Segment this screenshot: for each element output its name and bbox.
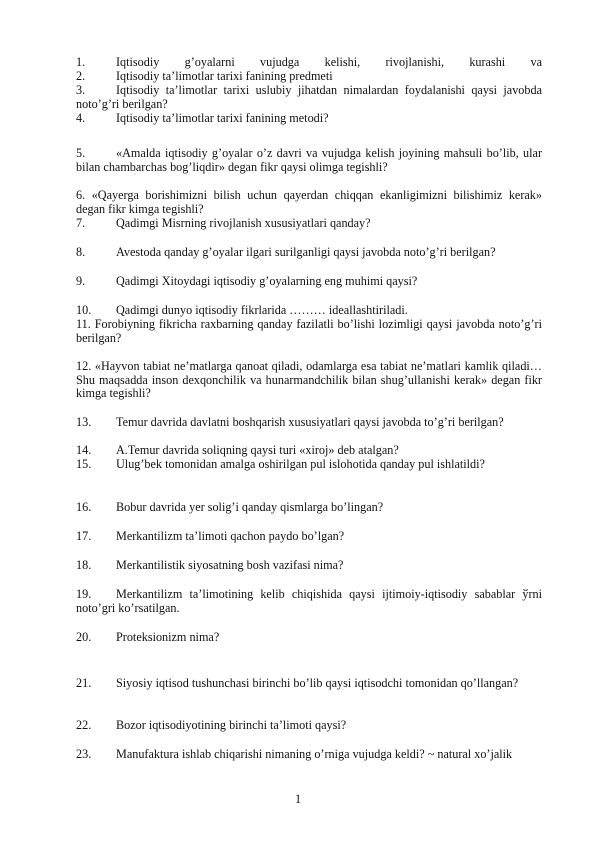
question-10 [76,304,542,318]
question-number: 2. [76,69,86,83]
question-12 [76,360,542,401]
question-number: 22. [76,718,92,732]
question-text: Qadimgi Misrning rivojlanish xususiyatlari qanday? [116,216,371,230]
question-text: Merkantilizm ta’limoti qachon paydo bo’lgan? [116,529,345,543]
question-number: 23. [76,747,92,761]
question-number: 1. [76,55,86,69]
question-text: Bozor iqtisodiyotining birinchi ta’limoti qaysi? [116,718,347,732]
question-text: Siyosiy iqtisod tushunchasi birinchi bo’lib qaysi iqtisodchi tomonidan qo’llangan? [116,676,519,690]
question-number: 21. [76,676,92,690]
question-8 [76,246,542,260]
question-18 [76,559,542,573]
question-19 [76,588,542,615]
question-23 [76,748,542,762]
question-3 [76,84,542,111]
question-text: Temur davrida davlatni boshqarish xususiyatlari qaysi javobda to’g’ri berilgan? [116,415,504,429]
question-9 [76,275,542,289]
question-text: Bobur davrida yer solig’i qanday qismlarga bo’lingan? [116,500,384,514]
question-text: Qadimgi dunyo iqtisodiy fikrlarida ……… ideallashtiriladi. [116,303,408,317]
question-16 [76,501,542,515]
question-text: Iqtisodiy ta’limotlar tarixi fanining predmeti [116,69,333,83]
question-number: 16. [76,500,92,514]
question-7 [76,217,542,231]
question-20 [76,631,542,645]
question-number: 13. [76,415,92,429]
question-text: Iqtisodiy ta’limotlar tarixi uslubiy jihatdan nimalardan foydalanishi qaysi javobda noto’g’ri berilgan? [76,83,542,111]
question-text: Merkantilistik siyosatning bosh vazifasi nima? [116,558,344,572]
question-text: «Amalda iqtisodiy g’oyalar o’z davri va vujudga kelish joyining mahsuli bo’lib, ular bilan chambarchas bog’liqdir» degan fikr qaysi olimga tegishli? [76,146,542,174]
question-number: 17. [76,529,92,543]
question-text: Iqtisodiy ta’limotlar tarixi fanining metodi? [116,111,329,125]
question-text: Proteksionizm nima? [116,630,220,644]
page-number: 1 [294,792,302,806]
question-text: Forobiyning fikricha raxbarning qanday fazilatli bo’lishi lozimligi qaysi javobda noto’g’ri berilgan? [76,317,542,345]
question-text: Avestoda qanday g’oyalar ilgari surilganligi qaysi javobda noto’g’ri berilgan? [116,245,496,259]
question-number: 10. [76,303,92,317]
question-text: Manufaktura ishlab chiqarishi nimaning o’rniga vujudga keldi? ~ natural xo’jalik [116,747,513,761]
question-5 [76,147,542,174]
question-text: Iqtisodiy g’oyalarni vujudga kelishi, rivojlanishi, kurashi va [116,55,542,69]
question-number: 9. [76,274,86,288]
question-15 [76,458,542,472]
question-2 [76,70,542,84]
question-text: Merkantilizm ta’limotining kelib chiqishida qaysi ijtimoiy-iqtisodiy sabablar ўrni noto’gri ko’rsatilgan. [76,587,542,615]
question-number: 15. [76,457,92,471]
question-13 [76,416,542,430]
question-text: A.Temur davrida soliqning qaysi turi «xiroj» deb atalgan? [116,443,399,457]
question-text: Qadimgi Xitoydagi iqtisodiy g’oyalarning eng muhimi qaysi? [116,274,418,288]
question-number: 7. [76,216,86,230]
question-number: 6. [76,188,86,202]
question-number: 14. [76,443,92,457]
question-number: 8. [76,245,86,259]
question-number: 11. [76,317,91,331]
question-6 [76,189,542,216]
question-22 [76,719,542,733]
question-17 [76,530,542,544]
question-text: «Qayerga borishimizni bilish uchun qayerdan chiqqan ekanligimizni bilishimiz kerak» degan fikr kimga tegishli? [76,188,542,216]
question-text: Ulug’bek tomonidan amalga oshirilgan pul islohotida qanday pul ishlatildi? [116,457,485,471]
question-number: 18. [76,558,92,572]
question-4 [76,112,542,126]
question-number: 5. [76,146,86,160]
question-text: «Hayvon tabiat ne’matlarga qanoat qiladi, odamlarga esa tabiat ne’matlari kamlik qiladi… Shu maqsadda inson dexqonchilik va hunarmandchilik bilan shug’ullanishi kerak» degan fikr kimga tegishli? [76,359,542,401]
question-number: 4. [76,111,86,125]
question-number: 20. [76,630,92,644]
question-number: 19. [76,587,92,601]
question-number: 12. [76,359,92,373]
question-number: 3. [76,83,86,97]
question-1 [76,56,542,70]
question-11 [76,318,542,345]
question-14 [76,444,542,458]
question-21 [76,677,542,691]
